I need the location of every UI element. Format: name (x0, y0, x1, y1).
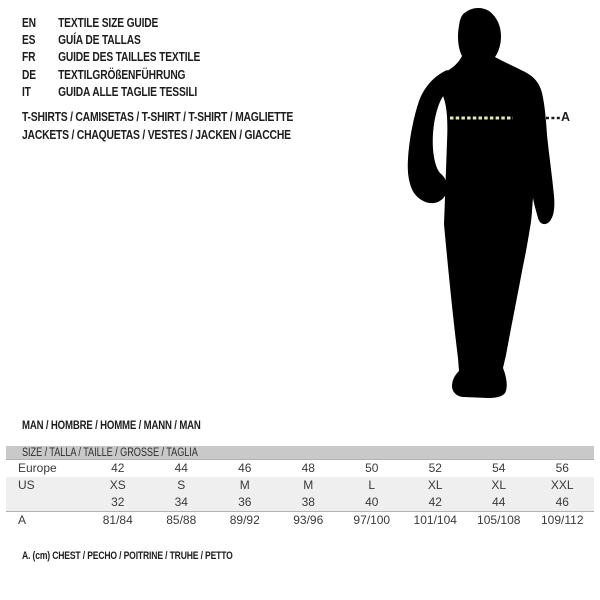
size-cell: L (368, 478, 376, 492)
size-cell: 52 (428, 461, 442, 475)
size-cell: M (239, 478, 250, 492)
table-row-chest-a (6, 511, 594, 529)
language-code: EN (22, 16, 36, 30)
table-header (6, 446, 594, 460)
chest-footnote: A. (cm) CHEST / PECHO / POITRINE / TRUHE / PETTO (22, 550, 233, 562)
table-row-us (6, 477, 594, 494)
size-cell: 36 (238, 495, 252, 509)
row-label (6, 494, 86, 511)
size-cell: 40 (365, 495, 379, 509)
language-title: GUIDE DES TAILLES TEXTILE (58, 50, 201, 65)
size-cell: 56 (555, 461, 569, 475)
row-label: Europe (18, 461, 57, 475)
man-silhouette (400, 2, 575, 402)
size-cell: 42 (428, 495, 442, 509)
language-row-it (22, 84, 200, 101)
size-cell: 109/112 (541, 513, 584, 527)
table-row-europe (6, 460, 594, 477)
language-row-en (22, 15, 200, 32)
language-code: DE (22, 67, 36, 82)
category-tshirts: T-SHIRTS / CAMISETAS / T-SHIRT / T-SHIRT / MAGLIETTE (22, 109, 294, 124)
category-list (22, 108, 361, 144)
man-body-shape (441, 8, 554, 398)
size-cell: 44 (492, 495, 506, 509)
size-cell: XL (427, 478, 443, 492)
size-cell: S (177, 478, 186, 492)
size-cell: XL (491, 478, 507, 492)
size-cell: 46 (238, 461, 252, 475)
section-title-man: MAN / HOMBRE / HOMME / MANN / MAN (22, 418, 201, 432)
language-list (22, 15, 239, 101)
size-cell: 97/100 (353, 513, 391, 527)
size-cell: 50 (365, 461, 379, 475)
size-cell: 48 (301, 461, 315, 475)
language-code: IT (22, 84, 31, 99)
language-row-es (22, 32, 200, 49)
table-header-label: SIZE / TALLA / TAILLE / GRÖSSE / TAGLIA (22, 447, 198, 459)
size-cell: 81/84 (102, 513, 133, 527)
language-code: FR (22, 50, 36, 65)
size-cell: 38 (301, 495, 315, 509)
language-row-de (22, 67, 200, 84)
language-title: GUIDA ALLE TAGLIE TESSILI (58, 84, 198, 99)
size-cell: 32 (111, 495, 125, 509)
language-code: ES (22, 33, 36, 48)
size-cell: 93/96 (293, 513, 324, 527)
measure-a-label: A (561, 110, 571, 124)
size-cell: 44 (174, 461, 188, 475)
language-title: GUÍA DE TALLAS (58, 33, 141, 48)
size-cell: M (303, 478, 314, 492)
size-cell: 46 (555, 495, 569, 509)
size-cell: 34 (174, 495, 188, 509)
language-title: TEXTILGRÖßENFÜHRUNG (58, 67, 186, 82)
size-cell: XS (109, 478, 126, 492)
man-left-arm-shape (408, 70, 452, 203)
size-cell: XXL (550, 478, 574, 492)
size-cell: 54 (492, 461, 506, 475)
row-label: US (18, 478, 35, 492)
category-jackets: JACKETS / CHAQUETAS / VESTES / JACKEN / GIACCHE (22, 127, 291, 142)
language-title: TEXTILE SIZE GUIDE (58, 16, 159, 30)
language-row-fr (22, 49, 200, 66)
size-cell: 85/88 (166, 513, 197, 527)
size-cell: 101/104 (413, 513, 457, 527)
row-label: A (18, 513, 27, 527)
table-row-us-numeric (6, 494, 594, 511)
size-cell: 105/108 (477, 513, 521, 527)
size-cell: 42 (111, 461, 125, 475)
size-table (6, 446, 594, 529)
size-cell: 89/92 (229, 513, 260, 527)
